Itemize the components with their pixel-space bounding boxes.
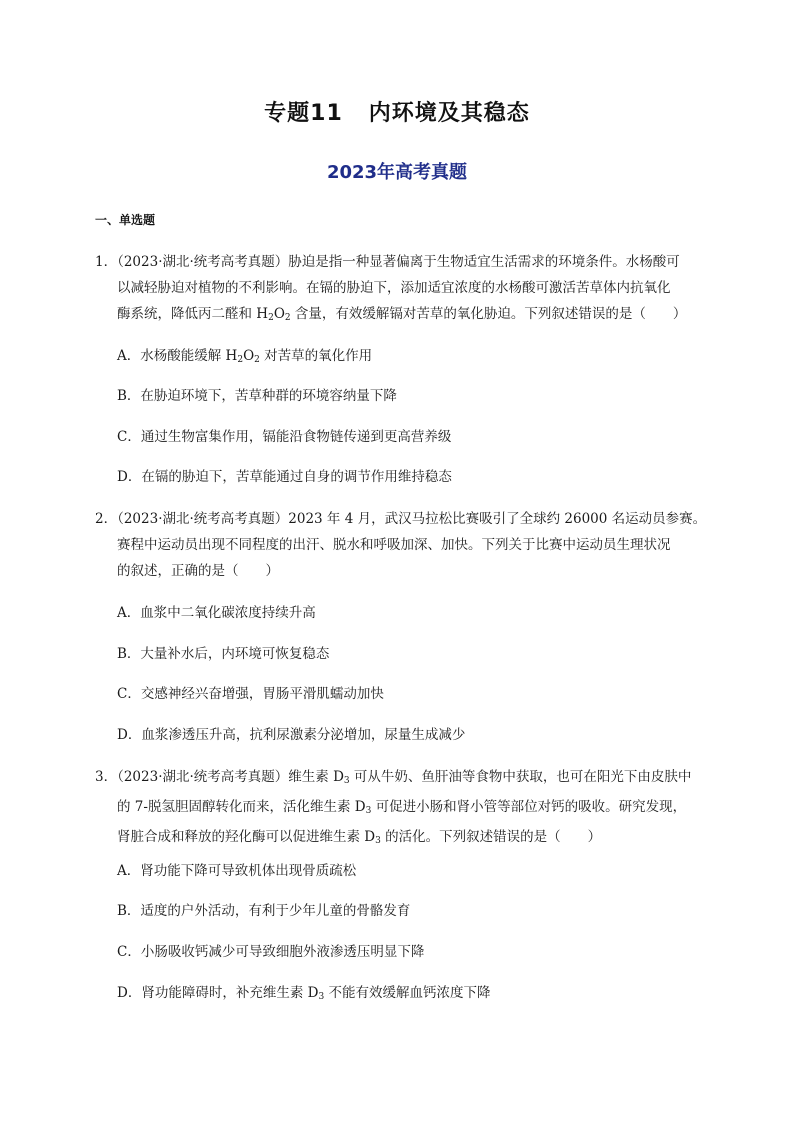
- question-1-stem: [95, 249, 705, 331]
- question-1-line-1: 1．（2023·湖北·统考高考真题）胁迫是指一种显著偏离于生物适宜生活需求的环境条件。水杨酸可: [95, 254, 680, 270]
- question-1-option-b: B．在胁迫环境下，苦草种群的环境容纳量下降: [117, 388, 397, 404]
- question-3-line-1: 3．（2023·湖北·统考高考真题）维生素 $D_3$ 可从牛奶、鱼肝油等食物中获取，也可在阳光下由皮肤中: [95, 769, 692, 786]
- question-1-option-a: A．水杨酸能缓解 $H_2O_2$ 对苦草的氧化作用: [117, 348, 373, 365]
- question-3-line-3: 肾脏合成和释放的羟化酶可以促进维生素 $D_3$ 的活化。下列叙述错误的是（ ）: [117, 829, 602, 846]
- question-3-option-c: C．小肠吸收钙减少可导致细胞外液渗透压明显下降: [117, 944, 425, 960]
- question-1-line-2: 以减轻胁迫对植物的不利影响。在镉的胁迫下，添加适宜浓度的水杨酸可激活苦草体内抗氧化: [117, 280, 671, 296]
- section-heading: 一、单选题: [95, 213, 156, 227]
- question-2-line-2: 赛程中运动员出现不同程度的出汗、脱水和呼吸加深、加快。下列关于比赛中运动员生理状况: [117, 537, 671, 553]
- question-2-option-d: D．血浆渗透压升高，抗利尿激素分泌增加，尿量生成减少: [117, 727, 466, 743]
- topic-name: 内环境及其稳态: [368, 101, 530, 126]
- question-3-option-d: D．肾功能障碍时，补充维生素 $D_3$ 不能有效缓解血钙浓度下降: [117, 985, 491, 1002]
- question-3-line-2: 的 7-脱氢胆固醇转化而来，活化维生素 $D_3$ 可促进小肠和肾小管等部位对钙的吸收。研究发现，: [117, 799, 687, 816]
- question-2-stem: [95, 506, 705, 584]
- question-1-option-c: C．通过生物富集作用，镉能沿食物链传递到更高营养级: [117, 429, 452, 445]
- question-2-line-3: 的叙述，正确的是（ ）: [117, 563, 279, 579]
- page-subtitle: 2023年高考真题: [326, 162, 468, 183]
- question-3-stem: [95, 764, 705, 854]
- question-2-option-a: A．血浆中二氧化碳浓度持续升高: [117, 605, 316, 621]
- question-1-line-3: 酶系统，降低丙二醛和 $H_2O_2$ 含量，有效缓解镉对苦草的氧化胁迫。下列叙述错误的是（ ）: [117, 306, 687, 323]
- question-1-option-d: D．在镉的胁迫下，苦草能通过自身的调节作用维持稳态: [117, 469, 452, 485]
- question-3-option-b: B．适度的户外活动，有利于少年儿童的骨骼发育: [117, 903, 411, 919]
- topic-number: 专题11: [264, 101, 343, 126]
- page-title: [0, 96, 794, 127]
- question-2-line-1: 2．（2023·湖北·统考高考真题）2023 年 4 月，武汉马拉松比赛吸引了全球约 26000 名运动员参赛。: [95, 511, 707, 527]
- question-3-option-a: A．肾功能下降可导致机体出现骨质疏松: [117, 863, 357, 879]
- question-2-option-b: B．大量补水后，内环境可恢复稳态: [117, 646, 330, 662]
- question-2-option-c: C．交感神经兴奋增强，胃肠平滑肌蠕动加快: [117, 686, 384, 702]
